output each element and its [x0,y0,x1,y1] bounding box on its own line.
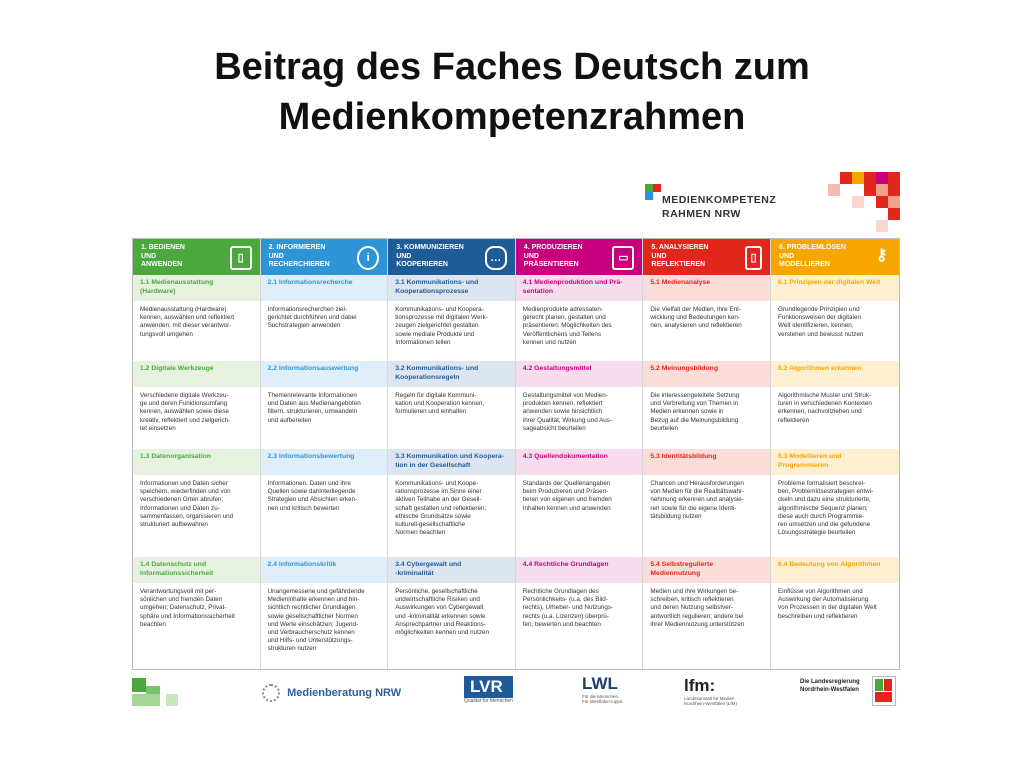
tablet-icon: ▯ [230,246,252,270]
competence-title: 1.3 Datenorganisation [133,449,260,475]
competence-description: Informationen, Daten und ihre Quellen sowie dahinterliegende Strategien und Absichten erken- nen und kritisch bewerten [267,480,358,512]
lfm-subtitle: Landesanstalt für Medien Nordrhein-Westfalen (LfM) [684,696,737,706]
gear-icon [262,684,280,702]
competence-description: Medienprodukte adressaten- gerecht planen, gestalten und präsentieren; Möglichkeiten des Veröffentlichens und Teilens kennen und nutzen [522,306,612,346]
footer-logos [132,672,898,712]
slide-title [0,42,1024,142]
coat-green-field [875,679,883,691]
competence-description: Gestaltungsmittel von Medien- produkten kennen, reflektiert anwenden sowie hinsichtlich ihrer Qualität, Wirkung und Aus- sageabsicht beurteilen [522,392,613,432]
matrix-column-4 [516,239,644,669]
competence-title: 3.4 Cybergewalt und -kriminalität [388,557,515,583]
competence-description: Kommunikations- und Koope- rationsprozesse im Sinne einer aktiven Teilhabe an der Gesell- schaft gestalten und reflektieren; ethische Grundsätze sowie kulturell-gesellschaftliche Normen beachten [395,480,487,537]
competence-title: 1.2 Digitale Werkzeuge [133,361,260,387]
competence-matrix [132,238,900,670]
competence-description: Regeln für digitale Kommuni- kation und Kooperation kennen, formulieren und einhalten [395,392,485,416]
competence-description: Informationsrecherchen ziel- gerichtet durchführen und dabei Suchstrategien anwenden [267,306,357,330]
pixel [876,196,888,208]
competence-title: 6.2 Algorithmen erkennen [771,361,899,387]
pixel [876,172,888,184]
competence-title: 4.2 Gestaltungsmittel [516,361,643,387]
pixel [888,208,900,220]
slide-title-line-1: Beitrag des Faches Deutsch zum [214,46,810,88]
competence-description: Die interessengeleitete Setzung und Verbreitung von Themen in Medien erkennen sowie in Bezug auf die Meinungsbildung beurteilen [650,392,740,432]
brand-line-2: RAHMEN NRW [662,208,741,220]
column-header-5 [643,239,770,275]
pixel [840,172,852,184]
column-header-label: 1. BEDIENEN UND ANWENDEN [141,244,185,268]
competence-title: 5.2 Meinungsbildung [643,361,770,387]
column-header-label: 4. PRODUZIEREN UND PRÄSENTIEREN [523,244,583,268]
competence-title: 2.4 Informationskritik [261,557,388,583]
medienberatung-logo [262,684,401,702]
column-header-6 [771,239,899,275]
matrix-column-3 [388,239,516,669]
column-header-label: 6. PROBLEMLÖSEN UND MODELLIEREN [779,244,846,268]
pixel [888,184,900,196]
logo-square-green [645,184,653,192]
lfm-label: lfm: [684,676,716,695]
pixel [166,694,178,706]
matrix-column-1 [133,239,261,669]
pixel [852,196,864,208]
competence-title: 5.3 Identitätsbildung [643,449,770,475]
competence-title: 2.2 Informationsauswertung [261,361,388,387]
competence-description: Probleme formalisiert beschrei- ben, Problemlösestrategien entwi- ckeln und dazu eine strukturierte, algorithmische Sequenz planen; diese auch durch Programmie- ren umsetzen und die gefundene Lösungsstrategie beurteilen [778,480,874,537]
competence-description: Verschiedene digitale Werkzeu- ge und deren Funktionsumfang kennen, auswählen sowie diese kreativ, reflektiert und zielgerich- tet einsetzen [140,392,231,432]
matrix-column-2 [261,239,389,669]
competence-description: Chancen und Herausforderungen von Medien für die Realitätswahr- nehmung erkennen und analysie- ren sowie für die eigene Identi- tätsbildung nutzen [650,480,745,520]
lfm-logo [684,676,737,706]
competence-title: 6.3 Modellieren und Programmieren [771,449,899,475]
competence-title: 6.1 Prinzipien der digitalen Welt [771,275,899,301]
medienberatung-label: Medienberatung NRW [287,686,402,699]
logo-square-blue [645,192,653,200]
competence-title: 2.1 Informationsrecherche [261,275,388,301]
competence-description: Algorithmische Muster und Struk- turen in verschiedenen Kontexten erkennen, nachvollziehen und reflektieren [778,392,872,424]
key-icon: ⚷ [875,247,888,264]
lwl-subtitle: Für die Menschen. Für Westfalen-Lippe. [582,694,624,704]
pixel [888,196,900,208]
competence-title: 4.1 Medienproduktion und Prä- sentation [516,275,643,301]
competence-description: Verantwortungsvoll mit per- sönlichen und fremden Daten umgehen; Datenschutz, Privat- sphäre und Informationssicherheit beachten [140,588,235,628]
competence-title: 6.4 Bedeutung von Algorithmen [771,557,899,583]
competence-title: 5.4 Selbstregulierte Mediennutzung [643,557,770,583]
chat-icon: … [485,246,507,270]
competence-description: Themenrelevante Informationen und Daten aus Medienangeboten filtern, strukturieren, umwandeln und aufbereiten [267,392,361,424]
competence-description: Die Vielfalt der Medien, ihre Ent- wicklung und Bedeutungen ken- nen, analysieren und reflektieren [650,306,742,330]
column-header-label: 3. KOMMUNIZIEREN UND KOOPERIEREN [396,244,464,268]
competence-description: Unangemessene und gefährdende Medieninhalte erkennen und hin- sichtlich rechtlicher Grundlagen sowie gesellschaftlicher Normen und Werte einschätzen; Jugend- und Verbraucherschutz kennen und Hilfs- und Unterstützungs- strukturen nutzen [267,588,365,653]
pixel [828,184,840,196]
matrix-column-5 [643,239,771,669]
competence-description: Einflüsse von Algorithmen und Auswirkung der Automatisierung von Prozessen in der digitalen Welt beschreiben und reflektieren [778,588,877,620]
presentation-icon: ▭ [612,246,634,270]
competence-description: Grundlegende Prinzipien und Funktionsweisen der digitalen Welt identifizieren, kennen, verstehen und bewusst nutzen [778,306,864,338]
competence-description: Informationen und Daten sicher speichern, wiederfinden und von verschiedenen Orten abrufen; Informationen und Daten zu- sammenfassen, organisieren und strukturiert aufbewahren [140,480,234,529]
green-pixel-logo [132,678,192,708]
competence-description: Medienausstattung (Hardware) kennen, auswählen und reflektiert anwenden; mit dieser verantwor- tungsvoll umgehen [140,306,235,338]
pixel [864,172,876,184]
competence-title: 1.4 Datenschutz und Informationssicherheit [133,557,260,583]
pixel [864,184,876,196]
lvr-subtitle: Qualität für Menschen [464,698,513,704]
competence-title: 1.1 Medienausstattung (Hardware) [133,275,260,301]
competence-description: Standards der Quellenangaben beim Produzieren und Präsen- tieren von eigenen und fremden Inhalten kennen und anwenden [522,480,612,512]
competence-title: 2.3 Informationsbewertung [261,449,388,475]
competence-title: 3.3 Kommunikation und Koopera- tion in der Gesellschaft [388,449,515,475]
lwl-label: LWL [582,674,618,693]
column-header-label: 2. INFORMIEREN UND RECHERCHIEREN [268,244,330,268]
competence-title: 4.4 Rechtliche Grundlagen [516,557,643,583]
column-header-1 [133,239,260,275]
competence-title: 3.2 Kommunikations- und Kooperationsregeln [388,361,515,387]
column-header-2 [261,239,388,275]
pixel [876,220,888,232]
competence-title: 3.1 Kommunikations- und Kooperationsprozesse [388,275,515,301]
landesregierung-label: Die Landesregierung Nordrhein-Westfalen [800,679,860,693]
matrix-column-6 [771,239,899,669]
competence-description: Medien und ihre Wirkungen be- schreiben, kritisch reflektieren und deren Nutzung selbstver- antwortlich regulieren; andere bei ihrer Mediennutzung unterstützen [650,588,745,628]
competence-description: Persönliche, gesellschaftliche undwirtschaftliche Risiken und Auswirkungen von Cybergewalt und -kriminalität erkennen sowie Ansprechpartner und Reaktions- möglichkeiten kennen und nutzen [395,588,490,637]
competence-description: Kommunikations- und Koopera- tionsprozesse mit digitalen Werk- zeugen zielgerichtet gestalten sowie mediale Produkte und Informationen teilen [395,306,488,346]
slide-title-line-2: Medienkompetenzrahmen [278,96,746,138]
medienkompetenz-logo [645,182,785,227]
pixel [888,172,900,184]
info-search-icon: i [357,246,379,270]
pixel [132,694,160,706]
decorative-pixel-pattern [800,170,900,240]
lvr-logo [464,676,513,704]
lwl-logo [582,674,624,704]
competence-title: 5.1 Medienanalyse [643,275,770,301]
column-header-label: 5. ANALYSIEREN UND REFLEKTIEREN [651,244,709,268]
competence-title: 4.3 Quellendokumentation [516,449,643,475]
coat-red-field [884,679,892,691]
logo-square-red [653,184,661,192]
coat-lower-field [875,692,892,702]
column-header-3 [388,239,515,275]
nrw-coat-of-arms-icon [872,676,896,706]
pixel [876,184,888,196]
brand-line-1: MEDIENKOMPETENZ [662,194,777,206]
pixel [132,678,146,692]
competence-description: Rechtliche Grundlagen des Persönlichkeits- (u.a. des Bild- rechts), Urheber- und Nutzungs- rechts (u.a. Lizenzen) überprü- fen, bewerten und beachten [522,588,614,628]
pixel [852,172,864,184]
column-header-4 [516,239,643,275]
phone-icon: ▯ [745,246,762,270]
lvr-label: LVR [464,676,513,698]
